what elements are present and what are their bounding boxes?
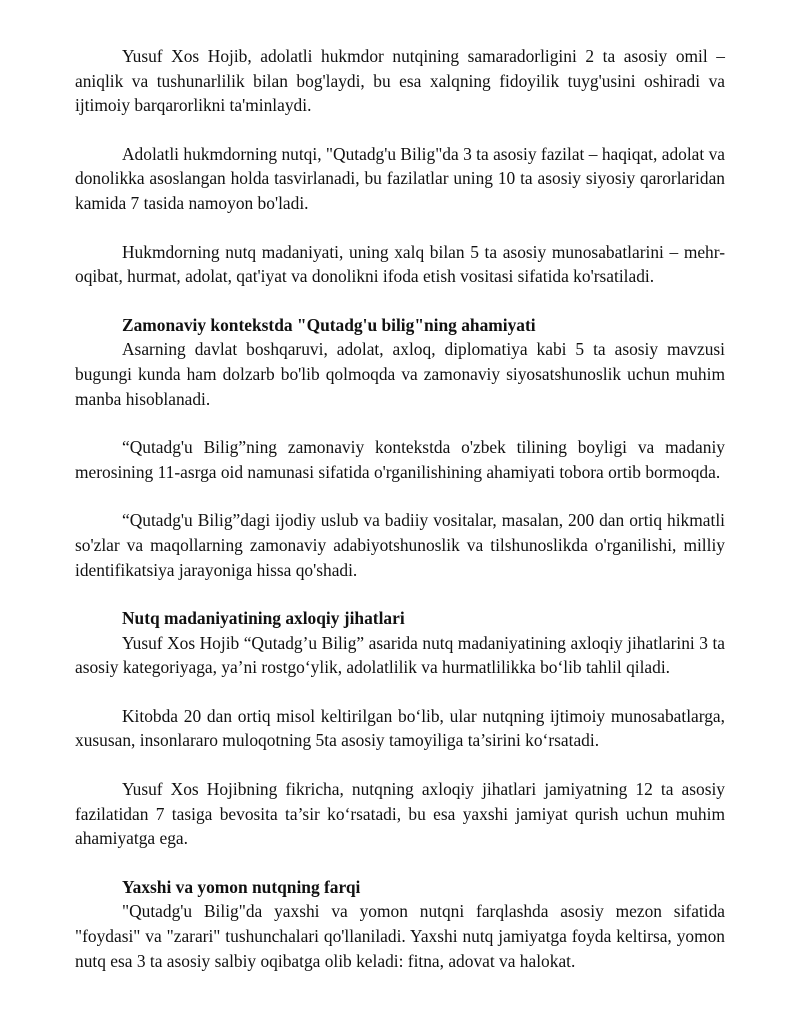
paragraph: Asarning davlat boshqaruvi, adolat, axloq, diplomatiya kabi 5 ta asosiy mavzusi bugungi kunda ham dolzarb bo'lib qolmoqda va zamonaviy siyosatshunoslik uchun muhim manba hisoblanadi.: [75, 339, 725, 409]
paragraph: “Qutadg'u Bilig”ning zamonaviy kontekstda o'zbek tilining boyligi va madaniy merosining 11-asrga oid namunasi sifatida o'rganilishining ahamiyati tobora ortib bormoqda.: [75, 437, 725, 482]
paragraph: Yusuf Xos Hojibning fikricha, nutqning axloqiy jihatlari jamiyatning 12 ta asosiy fazilatidan 7 tasiga bevosita ta’sir ko‘rsatadi, bu esa yaxshi jamiyat qurish uchun muhim ahamiyatga ega.: [75, 779, 725, 849]
section-heading: Zamonaviy kontekstda "Qutadg'u bilig"ning ahamiyati: [122, 314, 536, 335]
paragraph: Yusuf Xos Hojib “Qutadg’u Bilig” asarida nutq madaniyatining axloqiy jihatlarini 3 ta asosiy kategoriyaga, ya’ni rostgo‘ylik, adolatlilik va hurmatlilikka bo‘lib tahlil qiladi.: [75, 632, 725, 678]
section-heading: Yaxshi va yomon nutqning farqi: [122, 876, 361, 897]
paragraph: Hukmdorning nutq madaniyati, uning xalq bilan 5 ta asosiy munosabatlarini – mehr-oqibat, hurmat, adolat, qat'iyat va donolikni ifoda etish vositasi sifatida ko'rsatiladi.: [75, 241, 725, 287]
paragraph: "Qutadg'u Bilig"da yaxshi va yomon nutqni farqlashda asosiy mezon sifatida "foydasi" va "zarari" tushunchalari qo'llaniladi. Yaxshi nutq jamiyatga foyda keltirsa, yomon nutq esa 3 ta asosiy salbiy oqibatga olib keladi: fitna, adovat va halokat.: [75, 901, 725, 971]
section-heading: Nutq madaniyatining axloqiy jihatlari: [122, 608, 405, 629]
paragraph: Adolatli hukmdorning nutqi, "Qutadg'u Bilig"da 3 ta asosiy fazilat – haqiqat, adolat va donolikka asoslangan holda tasvirlanadi, bu fazilatlar uning 10 ta asosiy siyosiy qarorlaridan kamida 7 tasida namoyon bo'ladi.: [75, 143, 725, 213]
paragraph: Kitobda 20 dan ortiq misol keltirilgan bo‘lib, ular nutqning ijtimoiy munosabatlarga, xususan, insonlararo muloqotning 5ta asosiy tamoyiliga ta’sirini ko‘rsatadi.: [75, 705, 725, 751]
paragraph: “Qutadg'u Bilig”dagi ijodiy uslub va badiiy vositalar, masalan, 200 dan ortiq hikmatli so'zlar va maqollarning zamonaviy adabiyotshunoslik va tilshunoslikda o'rganilishi, milliy identifikatsiya jarayoniga hissa qo'shadi.: [75, 510, 725, 580]
paragraph: Yusuf Xos Hojib, adolatli hukmdor nutqining samaradorligini 2 ta asosiy omil – aniqlik va tushunarlilik bilan bog'laydi, bu esa xalqning fidoyilik tuyg'usini oshiradi va ijtimoiy barqarorlikni ta'minlaydi.: [75, 46, 725, 116]
